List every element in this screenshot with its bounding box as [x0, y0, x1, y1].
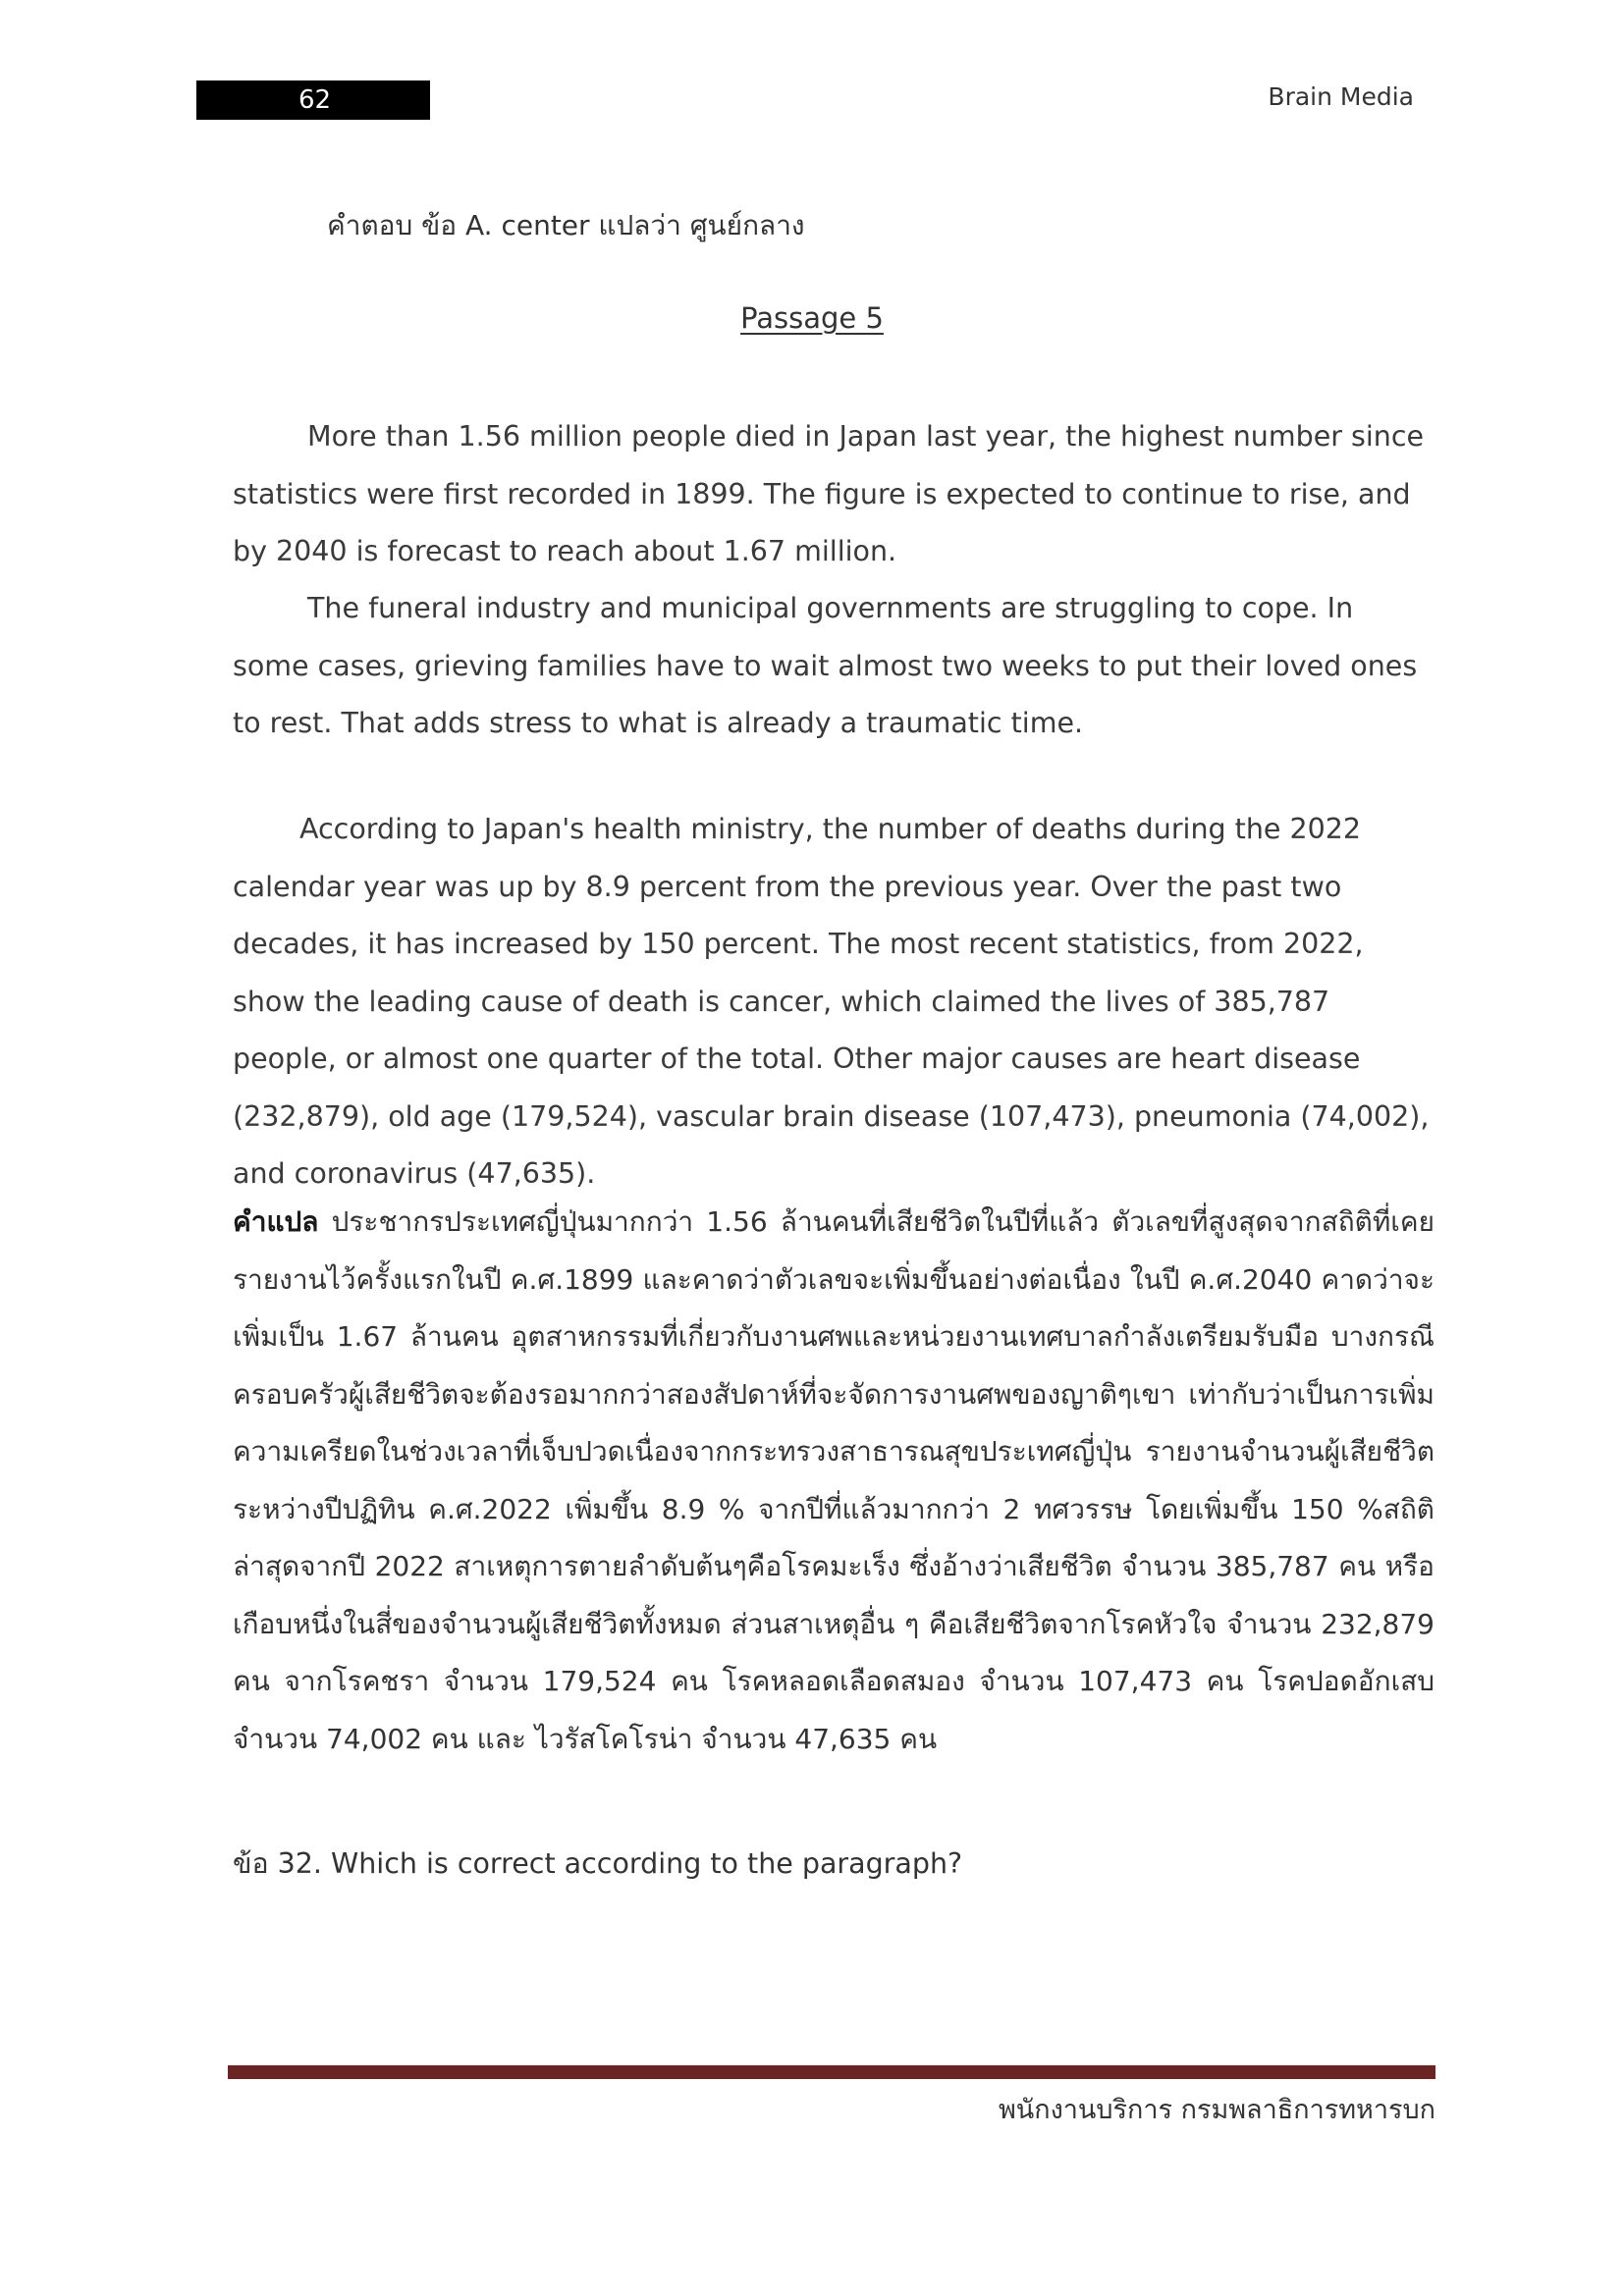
passage-paragraph: More than 1.56 million people died in Japan last year, the highest number since statistics were first recorded in 1899. The figure is expected to continue to rise, and by 2040 is forecast to reach about 1.67 million. — [233, 420, 1425, 567]
question-32: ข้อ 32. Which is correct according to the paragraph? — [233, 1847, 963, 1880]
passage-paragraph: The funeral industry and municipal governments are struggling to cope. In some cases, grieving families have to wait almost two weeks to put their loved ones to rest. That adds stress to what is already a traumatic time. — [233, 592, 1418, 739]
translation-text: ประชากรประเทศญี่ปุ่นมากกว่า 1.56 ล้านคนที่เสียชีวิตในปีที่แล้ว ตัวเลขที่สูงสุดจากสถิติที่เคยรายงานไว้ครั้งแรกในปี ค.ศ.1899 และคาดว่าตัวเลขจะเพิ่มขึ้นอย่างต่อเนื่อง ในปี ค.ศ.2040 คาดว่าจะเพิ่มเป็น 1.67 ล้านคน อุตสาหกรรมที่เกี่ยวกับงานศพและหน่วยงานเทศบาลกำลังเตรียมรับมือ บางกรณีครอบครัวผู้เสียชีวิตจะต้องรอมากกว่าสองสัปดาห์ที่จะจัดการงานศพของญาติๆเขา เท่ากับว่าเป็นการเพิ่มความเครียดในช่วงเวลาที่เจ็บปวดเนื่องจากกระทรวงสาธารณสุขประเทศญี่ปุ่น รายงานจำนวนผู้เสียชีวิตระหว่างปีปฏิทิน ค.ศ.2022 เพิ่มขึ้น 8.9 % จากปีที่แล้วมากกว่า 2 ทศวรรษ โดยเพิ่มขึ้น 150 %สถิติล่าสุดจากปี 2022 สาเหตุการตายลำดับต้นๆคือโรคมะเร็ง ซึ่งอ้างว่าเสียชีวิต จำนวน 385,787 คน หรือเกือบหนึ่งในสี่ของจำนวนผู้เสียชีวิตทั้งหมด ส่วนสาเหตุอื่น ๆ คือเสียชีวิตจากโรคหัวใจ จำนวน 232,879 คน จากโรคชรา จำนวน 179,524 คน โรคหลอดเลือดสมอง จำนวน 107,473 คน โรคปอดอักเสบ จำนวน 74,002 คน และ ไวรัสโคโรน่า จำนวน 47,635 คน — [233, 1205, 1435, 1755]
answer-line: คำตอบ ข้อ A. center แปลว่า ศูนย์กลาง — [327, 209, 805, 241]
page-number: 62 — [298, 85, 332, 115]
footer-text: พนักงานบริการ กรมพลาธิการทหารบก — [998, 2095, 1435, 2125]
translation-paragraph — [233, 1194, 1435, 1768]
footer-divider — [228, 2065, 1435, 2079]
translation-label: คำแปล — [233, 1205, 319, 1238]
passage-paragraph: According to Japan's health ministry, the number of deaths during the 2022 calendar year was up by 8.9 percent from the previous year. Over the past two decades, it has increased by 150 percent. The most recent statistics, from 2022, show the leading cause of death is cancer, which claimed the lives of 385,787 people, or almost one quarter of the total. Other major causes are heart disease (232,879), old age (179,524), vascular brain disease (107,473), pneumonia (74,002), and coronavirus (47,635). — [233, 813, 1430, 1190]
passage-title — [0, 296, 1624, 340]
header-brand: Brain Media — [1268, 82, 1414, 111]
passage-title-text: Passage 5 — [740, 301, 884, 335]
page-number-badge — [196, 80, 430, 120]
